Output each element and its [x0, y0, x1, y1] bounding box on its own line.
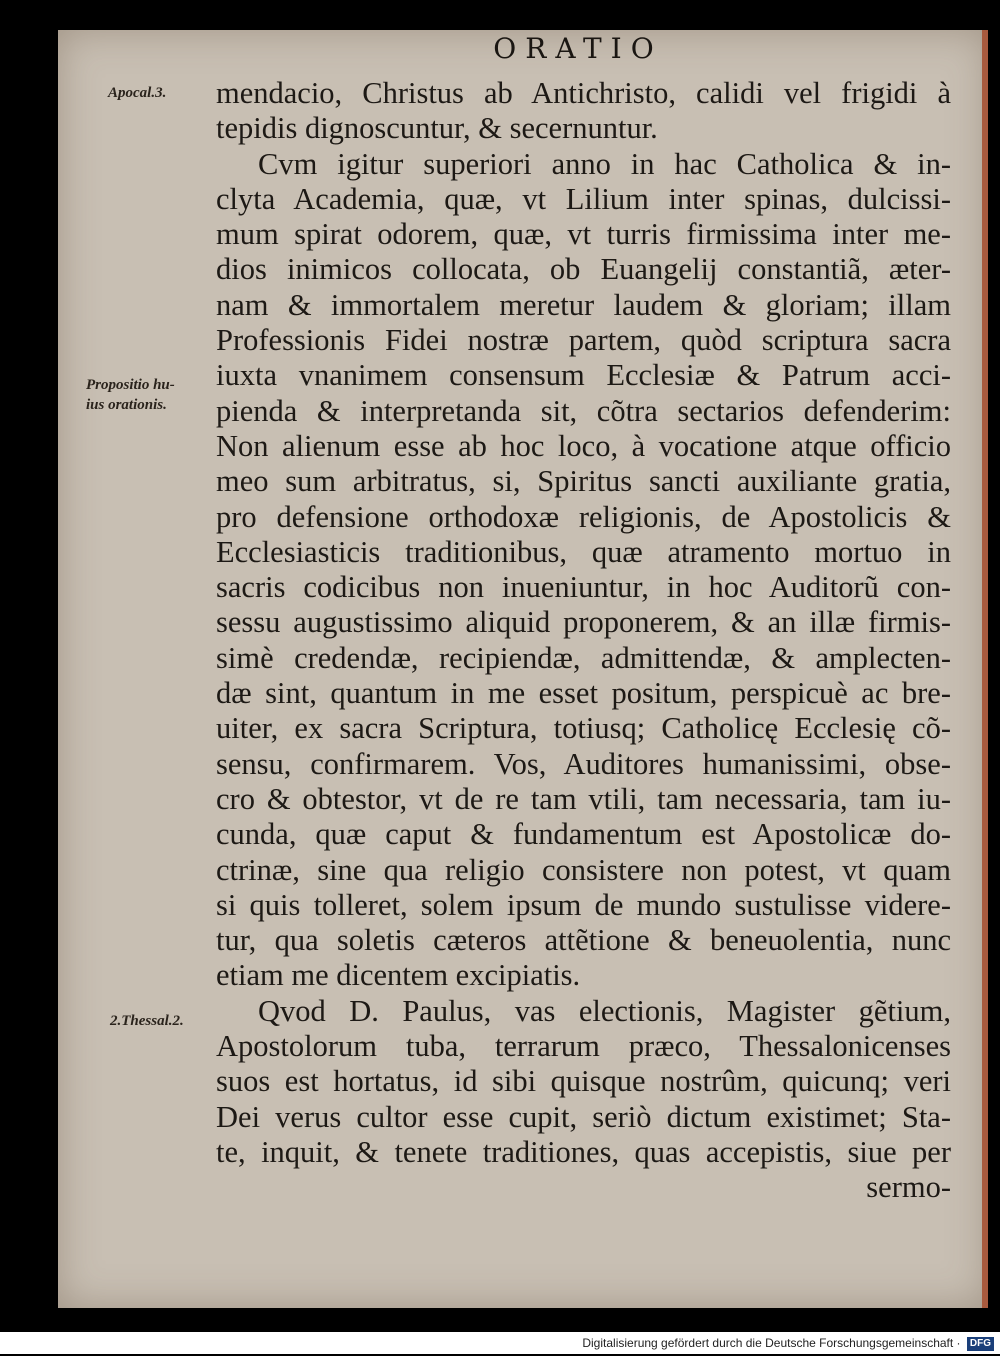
text-line: mum spirat odorem, quæ, vt turris firmissima inter me- [216, 217, 951, 252]
margin-note-propositio-2: ius orationis. [86, 397, 167, 413]
running-header: ORATIO [493, 32, 663, 65]
text-line: nam & immortalem meretur laudem & gloriam; illam [216, 287, 951, 322]
page-edge [982, 30, 988, 1308]
digitization-footer [0, 1332, 1000, 1354]
text-line: Non alienum esse ab hoc loco, à vocatione atque officio [216, 428, 951, 463]
margin-note-propositio-1: Propositio hu- [86, 377, 175, 393]
text-line: si quis tolleret, solem ipsum de mundo sustulisse videre- [216, 887, 951, 922]
text-line: dios inimicos collocata, ob Euangelij constantiã, æter- [216, 252, 951, 287]
text-line: meo sum arbitratus, si, Spiritus sancti auxiliante gratia, [216, 464, 951, 499]
text-line: iuxta vnanimem consensum Ecclesiæ & Patrum acci- [216, 358, 951, 393]
text-line: Professionis Fidei nostræ partem, quòd scriptura sacra [216, 323, 951, 358]
text-line: Qvod D. Paulus, vas electionis, Magister gẽtium, [258, 993, 951, 1028]
footer-text: Digitalisierung gefördert durch die Deutsche Forschungsgemeinschaft · [582, 1336, 961, 1350]
margin-note-thessalonians: 2.Thessal.2. [110, 1013, 184, 1029]
text-line: Cvm igitur superiori anno in hac Catholica & in- [258, 146, 951, 181]
text-line: Dei verus cultor esse cupit, seriò dictum existimet; Sta- [216, 1099, 951, 1134]
body-text [216, 76, 951, 1206]
text-line: mendacio, Christus ab Antichristo, calidi vel frigidi à [216, 76, 951, 110]
catchword: sermo- [866, 1170, 951, 1205]
dfg-logo: DFG [967, 1337, 994, 1351]
text-line: ctrinæ, sine qua religio consistere non potest, vt quam [216, 852, 951, 887]
text-line: dæ sint, quantum in me esset positum, perspicuè ac bre- [216, 676, 951, 711]
text-line: uiter, ex sacra Scriptura, totiusq; Catholicę Ecclesię cõ- [216, 711, 951, 746]
text-line: sensu, confirmarem. Vos, Auditores humanissimi, obse- [216, 746, 951, 781]
text-line: te, inquit, & tenete traditiones, quas accepistis, siue per [216, 1134, 951, 1169]
text-line: sacris codicibus non inueniuntur, in hoc Auditorũ con- [216, 570, 951, 605]
book-page [58, 30, 988, 1308]
text-line: simè credendæ, recipiendæ, admittendæ, & amplecten- [216, 640, 951, 675]
text-line: cro & obtestor, vt de re tam vtili, tam necessaria, tam iu- [216, 781, 951, 816]
text-line: Ecclesiasticis traditionibus, quæ atramento mortuo in [216, 534, 951, 569]
text-line: clyta Academia, quæ, vt Lilium inter spinas, dulcissi- [216, 181, 951, 216]
text-line: Apostolorum tuba, terrarum præco, Thessalonicenses [216, 1029, 951, 1064]
margin-note-apocalypse: Apocal.3. [108, 85, 167, 101]
text-line: pienda & interpretanda sit, cõtra sectarios defenderim: [216, 393, 951, 428]
text-line: sessu augustissimo aliquid proponerem, & an illæ firmis- [216, 605, 951, 640]
text-line: etiam me dicentem excipiatis. [216, 958, 581, 993]
text-line: tur, qua soletis cæteros attẽtione & beneuolentia, nunc [216, 923, 951, 958]
text-line: pro defensione orthodoxæ religionis, de Apostolicis & [216, 499, 951, 534]
text-line: suos est hortatus, id sibi quisque nostrûm, quicunq; veri [216, 1064, 951, 1099]
text-line: tepidis dignoscuntur, & secernuntur. [216, 111, 658, 146]
text-line: cunda, quæ caput & fundamentum est Apostolicæ do- [216, 817, 951, 852]
